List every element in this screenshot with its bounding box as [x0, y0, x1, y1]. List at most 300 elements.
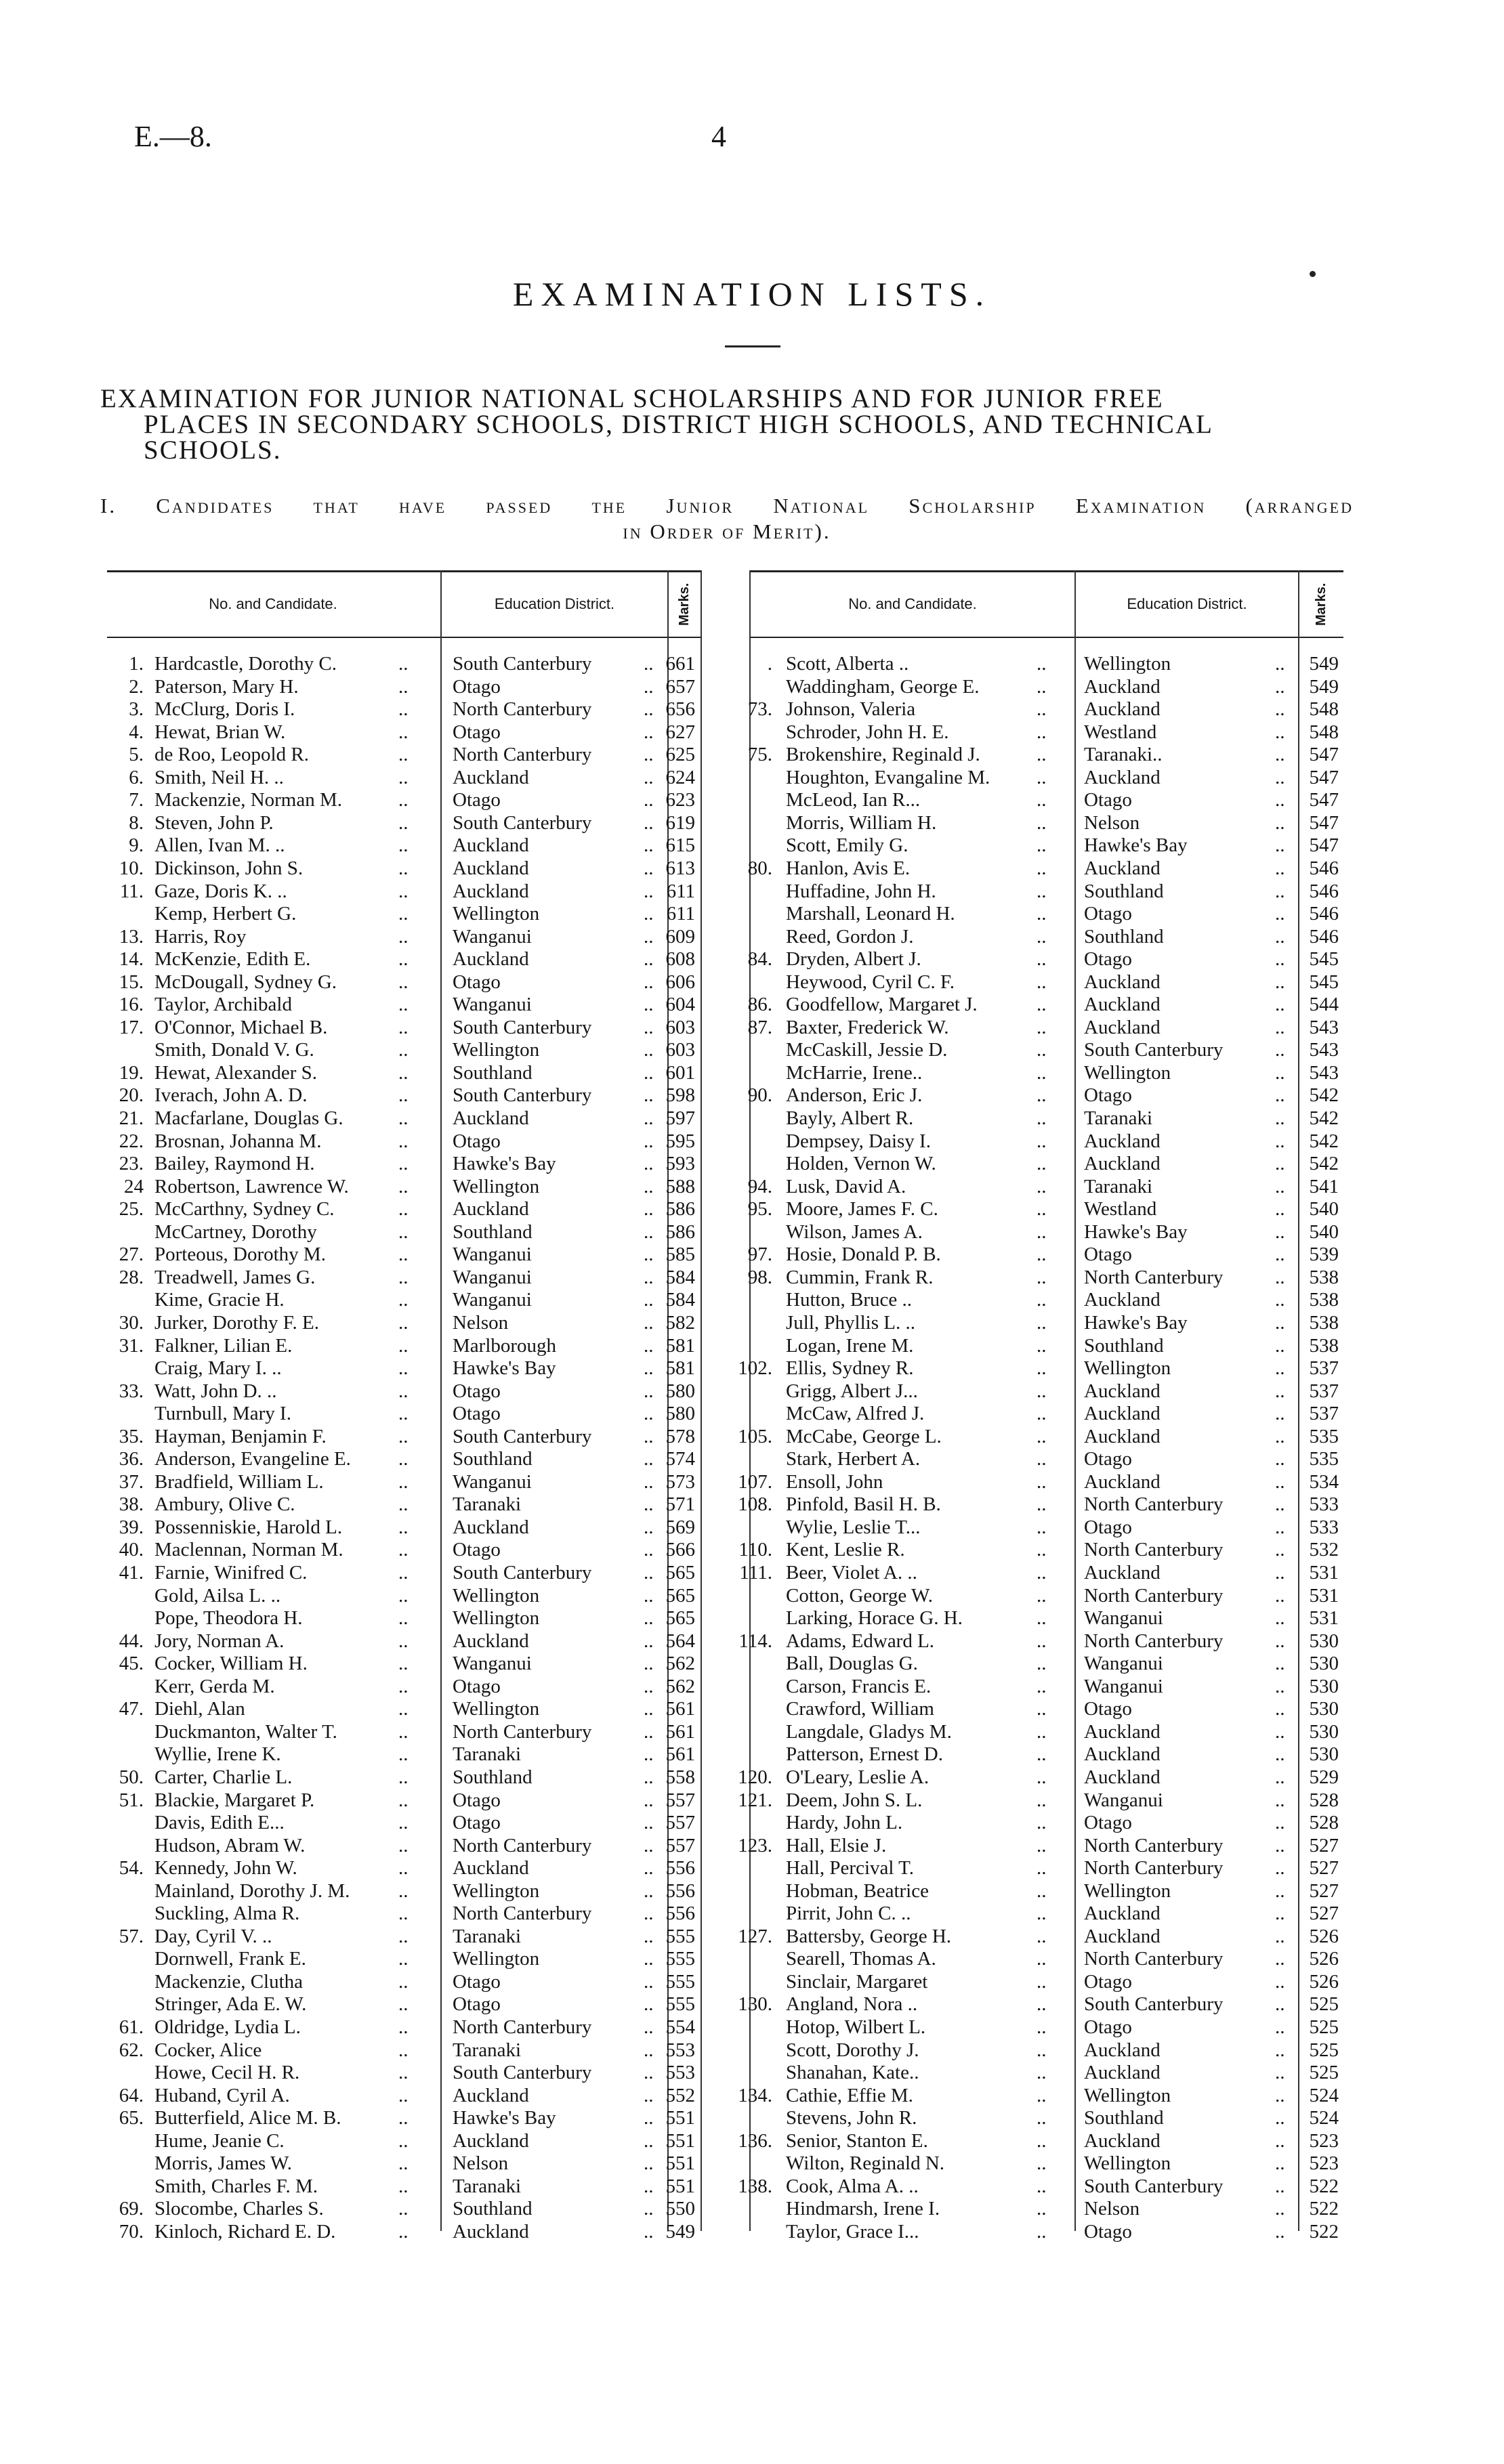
education-district: Auckland — [453, 948, 529, 971]
leader-dots: .. — [1037, 1334, 1047, 1357]
candidate-marks: 545 — [1309, 971, 1339, 993]
candidate-name: Jurker, Dorothy F. E. — [154, 1311, 319, 1334]
leader-dots: .. — [644, 1993, 654, 2016]
leader-dots: .. — [644, 2198, 654, 2220]
examination-subheading — [100, 386, 1354, 463]
leader-dots: .. — [1275, 1153, 1285, 1175]
candidate-number: 50. — [119, 1766, 144, 1788]
candidate-number: 136. — [738, 2129, 772, 2152]
education-district: Auckland — [1084, 1130, 1161, 1152]
education-district: Southland — [1084, 925, 1164, 948]
leader-dots: .. — [398, 903, 409, 925]
candidate-marks: 542 — [1309, 1107, 1339, 1129]
candidate-marks: 526 — [1309, 1925, 1339, 1947]
candidate-name: Falkner, Lilian E. — [154, 1334, 293, 1357]
education-district: Wanganui — [1084, 1607, 1163, 1630]
education-district: Otago — [453, 721, 501, 743]
candidate-marks: 547 — [1309, 789, 1339, 811]
education-district: Southland — [453, 1061, 532, 1084]
leader-dots: .. — [644, 2016, 654, 2038]
leader-dots: .. — [1037, 2198, 1047, 2220]
leader-dots: .. — [398, 1607, 409, 1630]
candidate-marks: 586 — [665, 1198, 695, 1220]
education-district: North Canterbury — [453, 1834, 592, 1856]
leader-dots: .. — [1037, 2152, 1047, 2175]
leader-dots: .. — [644, 789, 654, 811]
leader-dots: .. — [398, 1539, 409, 1561]
education-district: Wellington — [453, 1607, 540, 1630]
leader-dots: .. — [1037, 1016, 1047, 1038]
leader-dots: .. — [398, 1834, 409, 1856]
leader-dots: .. — [1275, 1834, 1285, 1856]
education-district: Auckland — [453, 1198, 529, 1220]
candidate-marks: 541 — [1309, 1175, 1339, 1197]
leader-dots: .. — [644, 1743, 654, 1766]
education-district: Otago — [1084, 789, 1132, 811]
page-title: EXAMINATION LISTS. — [512, 275, 992, 313]
table-row — [0, 1062, 1504, 1084]
education-district: Auckland — [1084, 857, 1161, 879]
candidate-marks: 546 — [1309, 903, 1339, 925]
leader-dots: .. — [1275, 744, 1285, 766]
candidate-number: 2. — [129, 675, 144, 698]
candidate-marks: 546 — [1309, 925, 1339, 948]
leader-dots: .. — [644, 1562, 654, 1584]
candidate-name: McCaw, Alfred J. — [786, 1403, 925, 1425]
leader-dots: .. — [1275, 1857, 1285, 1879]
table-row — [0, 971, 1504, 994]
education-district: South Canterbury — [453, 1016, 592, 1038]
education-district: Auckland — [453, 834, 529, 857]
candidate-name: Bradfield, William L. — [154, 1470, 324, 1493]
candidate-number: 7. — [129, 789, 144, 811]
education-district: Auckland — [1084, 1720, 1161, 1743]
candidate-marks: 528 — [1309, 1812, 1339, 1834]
leader-dots: .. — [644, 2175, 654, 2197]
leader-dots: .. — [644, 744, 654, 766]
leader-dots: .. — [1037, 1766, 1047, 1788]
education-district: North Canterbury — [1084, 1857, 1224, 1879]
education-district: Hawke's Bay — [453, 1153, 556, 1175]
subheading-line-1: EXAMINATION FOR JUNIOR NATIONAL SCHOLARSHIPS AND FOR JUNIOR FREE — [100, 384, 1164, 413]
candidate-name: Macfarlane, Douglas G. — [154, 1107, 343, 1129]
leader-dots: .. — [644, 880, 654, 902]
candidate-name: Hotop, Wilbert L. — [786, 2016, 926, 2038]
candidate-marks: 623 — [665, 789, 695, 811]
candidate-name: McLeod, Ian R... — [786, 789, 921, 811]
education-district: Wellington — [1084, 1061, 1171, 1084]
candidate-name: Gold, Ailsa L. .. — [154, 1584, 281, 1607]
leader-dots: .. — [398, 1266, 409, 1288]
candidate-number: 5. — [129, 744, 144, 766]
leader-dots: .. — [1275, 1562, 1285, 1584]
leader-dots: .. — [398, 698, 409, 721]
education-district: Southland — [1084, 880, 1164, 902]
candidate-number: 36. — [119, 1448, 144, 1470]
education-district: Otago — [453, 1130, 501, 1152]
leader-dots: .. — [1037, 1084, 1047, 1107]
candidate-name: Robertson, Lawrence W. — [154, 1175, 349, 1197]
table-row — [0, 1562, 1504, 1584]
candidate-marks: 555 — [665, 1993, 695, 2016]
candidate-name: Kinloch, Richard E. D. — [154, 2220, 336, 2243]
candidate-name: Goodfellow, Margaret J. — [786, 994, 978, 1016]
education-district: North Canterbury — [1084, 1493, 1224, 1516]
leader-dots: .. — [398, 834, 409, 857]
table-row — [0, 1607, 1504, 1630]
education-district: Auckland — [1084, 1380, 1161, 1402]
candidate-name: Logan, Irene M. — [786, 1334, 914, 1357]
education-district: Otago — [453, 1970, 501, 1993]
leader-dots: .. — [398, 1357, 409, 1380]
leader-dots: .. — [1275, 1130, 1285, 1152]
candidate-number: 19. — [119, 1061, 144, 1084]
candidate-number: 87. — [747, 1016, 772, 1038]
leader-dots: .. — [1037, 2220, 1047, 2243]
leader-dots: .. — [1037, 1857, 1047, 1879]
candidate-number: 64. — [119, 2084, 144, 2106]
leader-dots: .. — [1037, 2084, 1047, 2106]
leader-dots: .. — [398, 857, 409, 879]
table-row — [0, 1039, 1504, 1061]
candidate-number: 33. — [119, 1380, 144, 1402]
candidate-marks: 578 — [665, 1425, 695, 1447]
leader-dots: .. — [1037, 2175, 1047, 2197]
leader-dots: .. — [644, 1857, 654, 1879]
candidate-name: Stevens, John R. — [786, 2107, 917, 2129]
candidate-marks: 624 — [665, 766, 695, 788]
candidate-number: 65. — [119, 2107, 144, 2129]
leader-dots: .. — [1275, 675, 1285, 698]
leader-dots: .. — [644, 1425, 654, 1447]
candidate-number: 95. — [747, 1198, 772, 1220]
leader-dots: .. — [1275, 1812, 1285, 1834]
candidate-name: de Roo, Leopold R. — [154, 744, 309, 766]
education-district: Auckland — [1084, 675, 1161, 698]
candidate-name: Hardcastle, Dorothy C. — [154, 653, 337, 675]
table-row — [0, 2085, 1504, 2107]
candidate-name: Larking, Horace G. H. — [786, 1607, 963, 1630]
leader-dots: .. — [398, 2039, 409, 2061]
leader-dots: .. — [1275, 811, 1285, 834]
education-district: South Canterbury — [453, 653, 592, 675]
candidate-name: Brosnan, Johanna M. — [154, 1130, 322, 1152]
table-row — [0, 744, 1504, 766]
leader-dots: .. — [644, 2129, 654, 2152]
leader-dots: .. — [1037, 1903, 1047, 1925]
candidate-number: 25. — [119, 1198, 144, 1220]
leader-dots: .. — [1275, 1653, 1285, 1675]
candidate-name: Marshall, Leonard H. — [786, 903, 955, 925]
candidate-name: Waddingham, George E. — [786, 675, 980, 698]
leader-dots: .. — [1275, 1220, 1285, 1243]
leader-dots: .. — [644, 675, 654, 698]
column-header-candidate: No. and Candidate. — [848, 595, 977, 612]
leader-dots: .. — [1275, 1425, 1285, 1447]
leader-dots: .. — [1275, 721, 1285, 743]
table-row — [0, 834, 1504, 857]
education-district: Otago — [1084, 1970, 1132, 1993]
education-district: Otago — [453, 1993, 501, 2016]
candidate-name: Dickinson, John S. — [154, 857, 304, 879]
candidate-number: 61. — [119, 2016, 144, 2038]
leader-dots: .. — [1275, 1948, 1285, 1970]
leader-dots: .. — [644, 1698, 654, 1720]
table-row — [0, 1130, 1504, 1153]
candidate-marks: 584 — [665, 1266, 695, 1288]
candidate-marks: 544 — [1309, 994, 1339, 1016]
leader-dots: .. — [644, 903, 654, 925]
leader-dots: .. — [1037, 1675, 1047, 1697]
leader-dots: .. — [1275, 925, 1285, 948]
candidate-name: Kerr, Gerda M. — [154, 1675, 275, 1697]
leader-dots: .. — [398, 1766, 409, 1788]
candidate-name: Ambury, Olive C. — [154, 1493, 295, 1516]
leader-dots: .. — [398, 1925, 409, 1947]
candidate-marks: 611 — [666, 903, 695, 925]
leader-dots: .. — [644, 1766, 654, 1788]
education-district: Auckland — [1084, 994, 1161, 1016]
candidate-name: Senior, Stanton E. — [786, 2129, 928, 2152]
leader-dots: .. — [398, 1107, 409, 1129]
education-district: Otago — [1084, 1084, 1132, 1107]
candidate-name: Oldridge, Lydia L. — [154, 2016, 301, 2038]
leader-dots: .. — [644, 1970, 654, 1993]
education-district: Taranaki — [453, 1493, 522, 1516]
leader-dots: .. — [398, 2129, 409, 2152]
candidate-marks: 556 — [665, 1857, 695, 1879]
leader-dots: .. — [1037, 789, 1047, 811]
education-district: Otago — [1084, 948, 1132, 971]
candidate-name: Ellis, Sydney R. — [786, 1357, 914, 1380]
candidate-marks: 546 — [1309, 857, 1339, 879]
table-row — [0, 2062, 1504, 2084]
candidate-name: Pinfold, Basil H. B. — [786, 1493, 941, 1516]
candidate-marks: 554 — [665, 2016, 695, 2038]
leader-dots: .. — [1275, 1493, 1285, 1516]
leader-dots: .. — [1037, 1244, 1047, 1266]
candidate-marks: 581 — [665, 1334, 695, 1357]
candidate-marks: 581 — [665, 1357, 695, 1380]
section-line-2: in Order of Merit). — [623, 519, 831, 543]
candidate-name: Taylor, Grace I... — [786, 2220, 919, 2243]
candidate-marks: 540 — [1309, 1220, 1339, 1243]
education-district: Auckland — [1084, 2129, 1161, 2152]
candidate-marks: 551 — [665, 2129, 695, 2152]
education-district: Taranaki — [1084, 1107, 1153, 1129]
leader-dots: .. — [644, 1879, 654, 1902]
leader-dots: .. — [1037, 1039, 1047, 1061]
candidate-name: Hayman, Benjamin F. — [154, 1425, 327, 1447]
table-row — [0, 1244, 1504, 1266]
candidate-name: Moore, James F. C. — [786, 1198, 938, 1220]
education-district: Wellington — [453, 1948, 540, 1970]
candidate-marks: 603 — [665, 1016, 695, 1038]
leader-dots: .. — [398, 1380, 409, 1402]
leader-dots: .. — [398, 2062, 409, 2084]
leader-dots: .. — [644, 1175, 654, 1197]
candidate-name: Gaze, Doris K. .. — [154, 880, 287, 902]
candidate-name: Hanlon, Avis E. — [786, 857, 911, 879]
candidate-name: Maclennan, Norman M. — [154, 1539, 343, 1561]
education-district: Wellington — [453, 1175, 540, 1197]
candidate-name: Mackenzie, Norman M. — [154, 789, 343, 811]
candidate-name: Kemp, Herbert G. — [154, 903, 297, 925]
education-district: Auckland — [1084, 1562, 1161, 1584]
page-header-reference: E.—8. — [134, 120, 212, 153]
candidate-marks: 561 — [665, 1698, 695, 1720]
leader-dots: .. — [398, 1403, 409, 1425]
candidate-marks: 530 — [1309, 1720, 1339, 1743]
candidate-marks: 533 — [1309, 1493, 1339, 1516]
leader-dots: .. — [1275, 1879, 1285, 1902]
candidate-name: Hewat, Brian W. — [154, 721, 286, 743]
candidate-name: Reed, Gordon J. — [786, 925, 914, 948]
leader-dots: .. — [398, 880, 409, 902]
leader-dots: .. — [1275, 2129, 1285, 2152]
candidate-marks: 537 — [1309, 1357, 1339, 1380]
leader-dots: .. — [1275, 1903, 1285, 1925]
candidate-marks: 661 — [665, 653, 695, 675]
leader-dots: .. — [644, 1266, 654, 1288]
leader-dots: .. — [644, 1675, 654, 1697]
education-district: North Canterbury — [453, 2016, 592, 2038]
candidate-name: Kime, Gracie H. — [154, 1289, 285, 1311]
education-district: Auckland — [453, 1857, 529, 1879]
candidate-number: 16. — [119, 994, 144, 1016]
education-district: Westland — [1084, 1198, 1157, 1220]
table-row — [0, 1880, 1504, 1903]
leader-dots: .. — [398, 1220, 409, 1243]
candidate-name: Cummin, Frank R. — [786, 1266, 934, 1288]
candidate-name: Treadwell, James G. — [154, 1266, 316, 1288]
candidate-name: O'Connor, Michael B. — [154, 1016, 328, 1038]
education-district: Nelson — [453, 2152, 509, 2175]
candidate-marks: 548 — [1309, 698, 1339, 721]
leader-dots: .. — [398, 971, 409, 993]
leader-dots: .. — [1275, 880, 1285, 902]
candidate-marks: 533 — [1309, 1516, 1339, 1538]
candidate-number: 13. — [119, 925, 144, 948]
leader-dots: .. — [398, 1857, 409, 1879]
candidate-name: Anderson, Eric J. — [786, 1084, 923, 1107]
education-district: South Canterbury — [453, 1562, 592, 1584]
table-row — [0, 1335, 1504, 1357]
leader-dots: .. — [1037, 721, 1047, 743]
leader-dots: .. — [398, 1993, 409, 2016]
candidate-name: Morris, James W. — [154, 2152, 292, 2175]
table-row — [0, 1971, 1504, 1993]
leader-dots: .. — [1275, 834, 1285, 857]
candidate-name: Cocker, William H. — [154, 1653, 308, 1675]
leader-dots: .. — [398, 925, 409, 948]
leader-dots: .. — [398, 1789, 409, 1811]
candidate-marks: 530 — [1309, 1698, 1339, 1720]
candidate-marks: 625 — [665, 744, 695, 766]
candidate-marks: 532 — [1309, 1539, 1339, 1561]
candidate-name: Stark, Herbert A. — [786, 1448, 921, 1470]
candidate-marks: 593 — [665, 1153, 695, 1175]
candidate-name: Turnbull, Mary I. — [154, 1403, 291, 1425]
education-district: Auckland — [1084, 1403, 1161, 1425]
candidate-name: Wyllie, Irene K. — [154, 1743, 281, 1766]
candidate-marks: 547 — [1309, 834, 1339, 857]
leader-dots: .. — [1275, 948, 1285, 971]
candidate-name: McDougall, Sydney G. — [154, 971, 337, 993]
table-row — [0, 1993, 1504, 2016]
leader-dots: .. — [1275, 1244, 1285, 1266]
candidate-marks: 597 — [665, 1107, 695, 1129]
leader-dots: .. — [398, 1516, 409, 1538]
education-district: Wellington — [453, 1039, 540, 1061]
leader-dots: .. — [1275, 1039, 1285, 1061]
column-header-district: Education District. — [494, 595, 615, 612]
leader-dots: .. — [1037, 1311, 1047, 1334]
table-row — [0, 1812, 1504, 1834]
candidate-number: 105. — [738, 1425, 772, 1447]
leader-dots: .. — [644, 1493, 654, 1516]
table-row — [0, 1653, 1504, 1675]
candidate-name: Smith, Charles F. M. — [154, 2175, 318, 2197]
education-district: Otago — [453, 1380, 501, 1402]
candidate-name: Hewat, Alexander S. — [154, 1061, 317, 1084]
candidate-name: Deem, John S. L. — [786, 1789, 923, 1811]
table-row — [0, 2039, 1504, 2062]
candidate-name: Pirrit, John C. .. — [786, 1903, 911, 1925]
candidate-number: 98. — [747, 1266, 772, 1288]
leader-dots: .. — [1037, 1266, 1047, 1288]
leader-dots: .. — [398, 675, 409, 698]
leader-dots: .. — [644, 971, 654, 993]
leader-dots: .. — [398, 1198, 409, 1220]
leader-dots: .. — [398, 1903, 409, 1925]
leader-dots: .. — [644, 994, 654, 1016]
leader-dots: .. — [398, 1743, 409, 1766]
leader-dots: .. — [1037, 1516, 1047, 1538]
education-district: Wellington — [1084, 1879, 1171, 1902]
candidate-name: Hobman, Beatrice — [786, 1879, 929, 1902]
table-row — [0, 1380, 1504, 1403]
candidate-marks: 551 — [665, 2107, 695, 2129]
leader-dots: .. — [398, 1630, 409, 1652]
education-district: South Canterbury — [1084, 1993, 1224, 2016]
table-row — [0, 1221, 1504, 1244]
education-district: Auckland — [1084, 1925, 1161, 1947]
candidate-name: Jull, Phyllis L. .. — [786, 1311, 915, 1334]
candidate-name: Cathie, Effie M. — [786, 2084, 913, 2106]
education-district: Auckland — [1084, 2039, 1161, 2061]
leader-dots: .. — [644, 1834, 654, 1856]
leader-dots: .. — [644, 653, 654, 675]
leader-dots: .. — [1275, 2039, 1285, 2061]
candidate-marks: 588 — [665, 1175, 695, 1197]
leader-dots: .. — [1037, 811, 1047, 834]
table-row — [0, 1948, 1504, 1970]
candidate-name: Anderson, Evangeline E. — [154, 1448, 351, 1470]
education-district: Auckland — [453, 766, 529, 788]
education-district: Wanganui — [453, 1470, 532, 1493]
candidate-name: Mainland, Dorothy J. M. — [154, 1879, 350, 1902]
candidate-marks: 562 — [665, 1675, 695, 1697]
candidate-name: Carson, Francis E. — [786, 1675, 932, 1697]
leader-dots: .. — [1275, 698, 1285, 721]
candidate-name: Smith, Donald V. G. — [154, 1039, 314, 1061]
leader-dots: .. — [1275, 2062, 1285, 2084]
education-district: Wellington — [1084, 2084, 1171, 2106]
education-district: Auckland — [453, 2220, 529, 2243]
candidate-marks: 565 — [665, 1607, 695, 1630]
candidate-number: 90. — [747, 1084, 772, 1107]
